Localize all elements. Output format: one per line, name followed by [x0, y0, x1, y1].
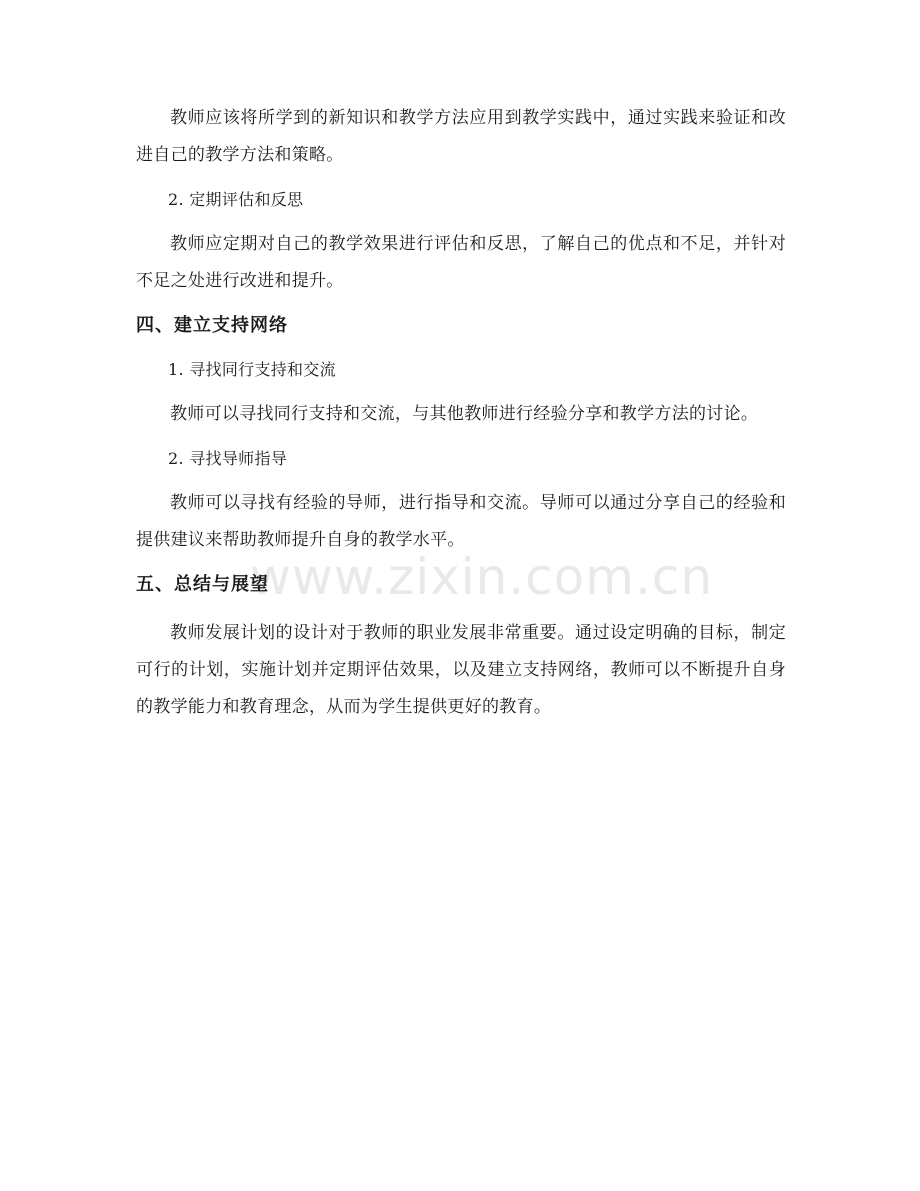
section-heading-support-network: 四、建立支持网络: [136, 315, 288, 336]
document-body: [136, 100, 786, 738]
subheading-regular-evaluation: 2. 定期评估和反思: [168, 190, 304, 209]
watermark: www.zixin.com.cn: [250, 548, 714, 606]
subheading-peer-support: 1. 寻找同行支持和交流: [168, 360, 336, 379]
paragraph-evaluation: 教师应定期对自己的教学效果进行评估和反思，了解自己的优点和不足，并针对不足之处进行改进和提升。: [136, 234, 786, 291]
paragraph-mentor-guidance: 教师可以寻找有经验的导师，进行指导和交流。导师可以通过分享自己的经验和提供建议来帮助教师提升自身的教学水平。: [136, 493, 786, 550]
paragraph-practice: 教师应该将所学到的新知识和教学方法应用到教学实践中，通过实践来验证和改进自己的教学方法和策略。: [136, 108, 786, 165]
paragraph-peer-support: 教师可以寻找同行支持和交流，与其他教师进行经验分享和教学方法的讨论。: [170, 404, 759, 424]
subheading-mentor-guidance: 2. 寻找导师指导: [168, 449, 288, 468]
paragraph-summary: 教师发展计划的设计对于教师的职业发展非常重要。通过设定明确的目标，制定可行的计划，实施计划并定期评估效果，以及建立支持网络，教师可以不断提升自身的教学能力和教育理念，从而为学生提供更好的教育。: [136, 623, 786, 717]
section-heading-summary: 五、总结与展望: [136, 574, 269, 595]
